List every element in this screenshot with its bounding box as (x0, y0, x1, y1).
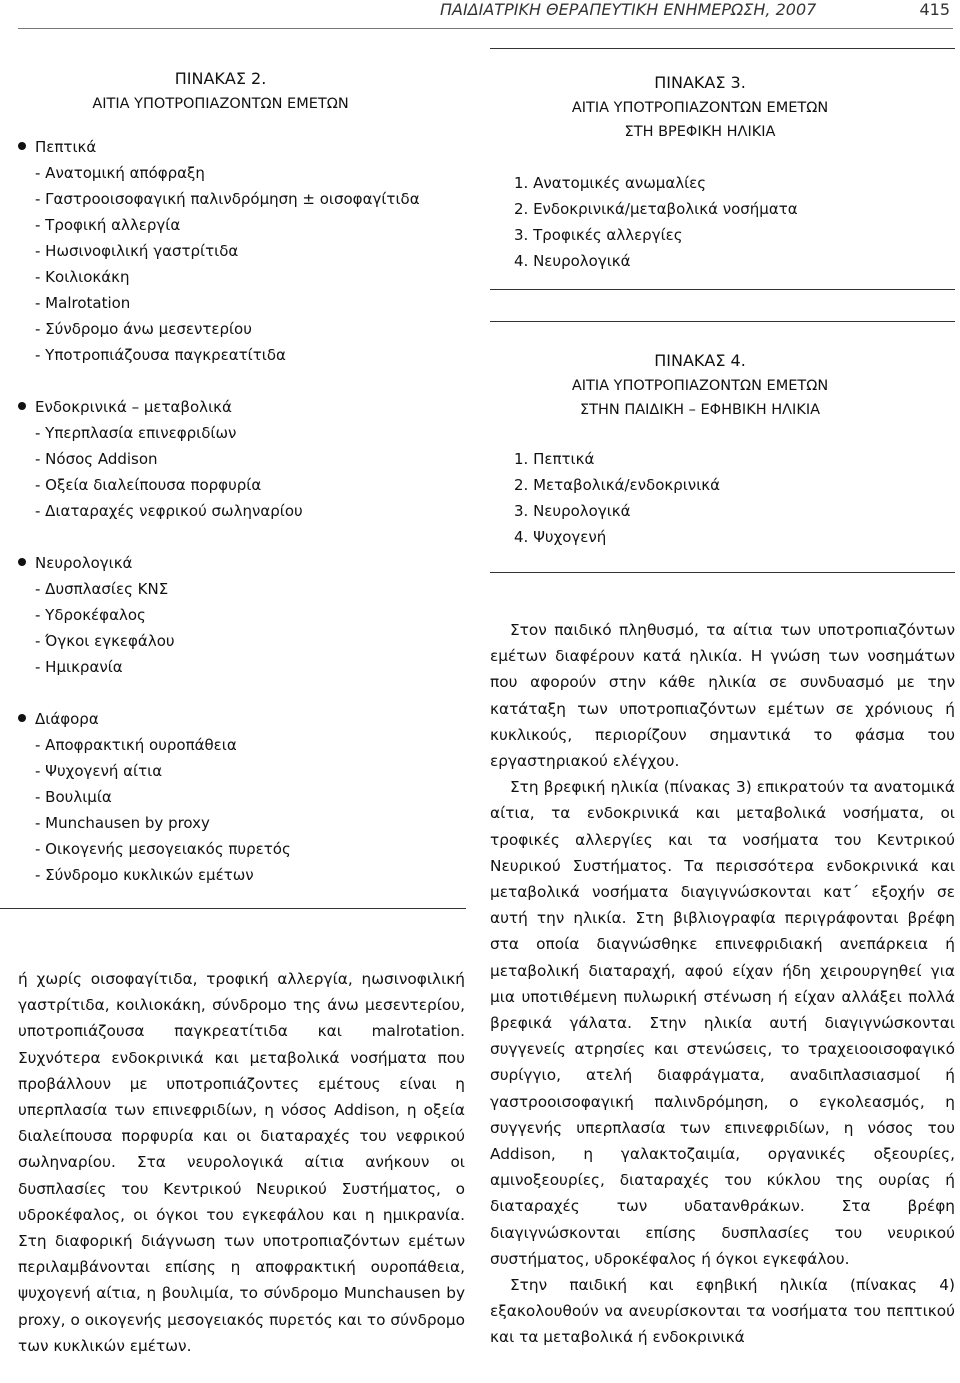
table-2-bottom-rule (0, 908, 466, 909)
section-heading: Διάφορα (35, 710, 99, 728)
list-item: - Ηωσινοφιλική γαστρίτιδα (35, 242, 239, 260)
table-4-subtitle: ΑΙΤΙΑ ΥΠΟΤΡΟΠΙΑΖΟΝΤΩΝ ΕΜΕΤΩΝ (571, 378, 829, 394)
list-item: - Βουλιμία (35, 788, 112, 806)
bullet-icon (18, 142, 26, 150)
list-item: 1. Πεπτικά (514, 450, 595, 468)
table-2-section-endocrine (18, 394, 463, 524)
list-item: - Υδροκέφαλος (35, 606, 146, 624)
table-4-bottom-rule (490, 572, 955, 573)
list-item: 4. Ψυχογενή (514, 528, 607, 546)
table-2-title: ΠΙΝΑΚΑΣ 2. (174, 69, 267, 88)
list-item: 3. Τροφικές αλλεργίες (514, 226, 683, 244)
section-heading: Πεπτικά (35, 138, 97, 156)
list-item: - Διαταραχές νεφρικού σωληναρίου (35, 502, 303, 520)
table-2-subtitle: ΑΙΤΙΑ ΥΠΟΤΡΟΠΙΑΖΟΝΤΩΝ ΕΜΕΤΩΝ (92, 96, 349, 112)
paragraph: Στην παιδική και εφηβική ηλικία (πίνακας 4) εξακολουθούν να ανευρίσκονται τα νοσήματα του πεπτικού και τα μεταβολικά ή ενδοκρινικά (490, 1276, 955, 1347)
list-item: - Ανατομική απόφραξη (35, 164, 205, 182)
list-item: - Δυσπλασίες ΚΝΣ (35, 580, 169, 598)
table-4-top-rule (490, 321, 955, 322)
list-item: - Munchausen by proxy (35, 814, 210, 832)
table-3 (490, 70, 910, 274)
table-3-top-rule (490, 48, 955, 49)
list-item: - Ψυχογενή αίτια (35, 762, 163, 780)
list-item: - Αποφρακτική ουροπάθεια (35, 736, 237, 754)
list-item: - Γαστροοισοφαγική παλινδρόμηση ± οισοφαγίτιδα (35, 190, 420, 208)
list-item: - Malrotation (35, 294, 131, 312)
table-4-subtitle: ΣΤΗΝ ΠΑΙΔΙΚΗ – ΕΦΗΒΙΚΗ ΗΛΙΚΙΑ (579, 402, 821, 418)
list-item: - Υπερπλασία επινεφριδίων (35, 424, 237, 442)
table-4-title: ΠΙΝΑΚΑΣ 4. (654, 351, 746, 370)
table-2-section-other (18, 706, 463, 888)
list-item: - Οξεία διαλείπουσα πορφυρία (35, 476, 262, 494)
table-3-subtitle: ΣΤΗ ΒΡΕΦΙΚΗ ΗΛΙΚΙΑ (624, 124, 776, 140)
paragraph: ή χωρίς οισοφαγίτιδα, τροφική αλλεργία, ηωσινοφιλική γαστρίτιδα, κοιλιοκάκη, σύνδρομο της άνω μεσεντερίου, υποτροπιάζουσα παγκρεατίτιδα και malrotation. Συχνότερα ενδοκρινικά και μεταβολικά νοσήματα που προβάλλουν με υποτροπιάζοντες εμέτους είναι η υπερπλασία των επινεφριδίων, η νόσος Addison, η οξεία διαλείπουσα πορφυρία και οι διαταραχές του νεφρικού σωληναρίου. Στα νευρολογικά αίτια ανήκουν οι δυσπλασίες του Κεντρικού Νευρικού Συστήματος, ο υδροκέφαλος, οι όγκοι του εγκεφάλου και η ημικρανία. Στη διαφορική διάγνωση των υποτροπιαζόντων εμέτων περιλαμβάνονται επίσης η αποφρακτική ουροπάθεια, ψυχογενή αίτια, η βουλιμία, το σύνδρομο Munchausen by proxy, ο οικογενής μεσογειακός πυρετός και το σύνδρομο των κυκλικών εμέτων. (18, 970, 465, 1355)
bullet-icon (18, 558, 26, 566)
left-body-text (18, 966, 465, 1359)
list-item: - Σύνδρομο κυκλικών εμέτων (35, 866, 254, 884)
list-item: 3. Νευρολογικά (514, 502, 631, 520)
list-item: 4. Νευρολογικά (514, 252, 631, 270)
list-item: - Ημικρανία (35, 658, 123, 676)
bullet-icon (18, 402, 26, 410)
section-heading: Ενδοκρινικά – μεταβολικά (35, 398, 232, 416)
list-item: - Σύνδρομο άνω μεσεντερίου (35, 320, 252, 338)
list-item: - Κοιλιοκάκη (35, 268, 130, 286)
list-item: 2. Μεταβολικά/ενδοκρινικά (514, 476, 720, 494)
table-2-section-neuro (18, 550, 463, 680)
paragraph: Στη βρεφική ηλικία (πίνακας 3) επικρατούν τα ανατομικά αίτια, τα ενδοκρινικά και μεταβολικά νοσήματα, οι τροφικές αλλεργίες και τα νοσήματα του Κεντρικού Νευρικού Συστήματος. Τα περισσότερα ενδοκρινικά και μεταβολικά νοσήματα διαγιγνώσκονται κατ΄ εξοχήν σε αυτή την ηλικία. Στη βιβλιογραφία περιγράφονται βρέφη στα οποία διαγνώσθηκε επινεφριδιακή ανεπάρκεια ή μεταβολική διαταραχή, αφού είχαν ήδη χειρουργηθεί για μια υποτιθέμενη πυλωρική στένωση ή είχαν αλλάξει πολλά βρεφικά γάλατα. Στην ηλικία αυτή διαγιγνώσκονται συγγενείς ατρησίες και στενώσεις, το τραχειοοισοφαγικό συρίγγιο, ατελή διαφράγματα, αναδιπλασιασμοί ή γαστροοισοφαγική παλινδρόμηση, ο εγκολεασμός, η συγγενής υπερπλασία των επινεφριδίων, η νόσος του Addison, η γαλακτοζαιμία, οργανικές οξεουρίες, αμινοξεουρίες, διαταραχές του κύκλου της ουρίας ή διαταραχές των υδατανθράκων. Στα βρέφη διαγιγνώσκονται επίσης δυσπλασίες του νευρικού συστήματος, υδροκέφαλος ή όγκοι εγκεφάλου. (490, 778, 955, 1268)
table-3-bottom-rule (490, 289, 955, 290)
bullet-icon (18, 714, 26, 722)
header-rule (18, 28, 953, 29)
list-item: 1. Ανατομικές ανωμαλίες (514, 174, 707, 192)
section-heading: Νευρολογικά (35, 554, 133, 572)
list-item: - Οικογενής μεσογειακός πυρετός (35, 840, 291, 858)
table-2 (18, 66, 463, 888)
right-body-text (490, 617, 955, 1351)
table-3-subtitle: ΑΙΤΙΑ ΥΠΟΤΡΟΠΙΑΖΟΝΤΩΝ ΕΜΕΤΩΝ (571, 100, 829, 116)
list-item: - Νόσος Addison (35, 450, 158, 468)
page-number: 415 (919, 0, 950, 19)
journal-header: ΠΑΙΔΙΑΤΡΙΚΗ ΘΕΡΑΠΕΥΤΙΚΗ ΕΝΗΜΕΡΩΣΗ, 2007 (440, 0, 817, 19)
table-4 (490, 348, 910, 550)
table-3-title: ΠΙΝΑΚΑΣ 3. (654, 73, 746, 92)
list-item: 2. Ενδοκρινικά/μεταβολικά νοσήματα (514, 200, 798, 218)
list-item: - Υποτροπιάζουσα παγκρεατίτιδα (35, 346, 286, 364)
list-item: - Όγκοι εγκεφάλου (35, 632, 175, 650)
table-2-section-gastro (18, 134, 463, 368)
list-item: - Τροφική αλλεργία (35, 216, 181, 234)
paragraph: Στον παιδικό πληθυσμό, τα αίτια των υποτροπιαζόντων εμέτων διαφέρουν κατά ηλικία. Η γνώση των νοσημάτων που αφορούν στην κάθε ηλικία σε συνδυασμό με την κατάταξη των υποτροπιαζόντων εμέτων σε χρόνιους ή κυκλικούς, περιορίζουν σημαντικά το φάσμα του εργαστηριακού ελέγχου. (490, 621, 955, 771)
